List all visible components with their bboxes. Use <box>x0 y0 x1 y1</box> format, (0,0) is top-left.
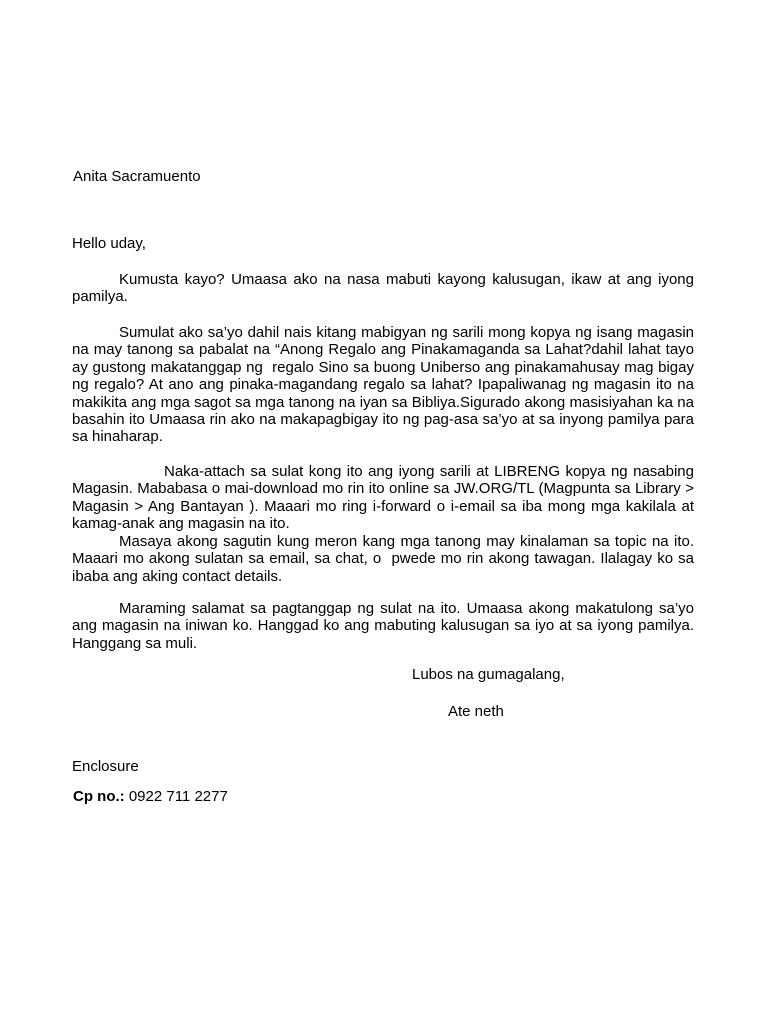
contact-line <box>73 788 228 805</box>
paragraph-greeting: Kumusta kayo? Umaasa ako na nasa mabuti kayong kalusugan, ikaw at ang iyong pamilya. <box>72 271 694 306</box>
paragraph-attachment: Naka-attach sa sulat kong ito ang iyong sarili at LIBRENG kopya ng nasabing Magasin. Mababasa o mai-download mo rin ito online sa JW.ORG/TL (Magpunta sa Library > Magasin > Ang Bantayan ). Maaari mo ring i-forward o i-email sa iba mong mga kakilala at kamag-anak ang magasin na ito. <box>72 463 694 533</box>
paragraph-questions: Masaya akong sagutin kung meron kang mga tanong may kinalaman sa topic na ito. Maaari mo akong sulatan sa email, sa chat, o pwede mo rin akong tawagan. Ilalagay ko sa ibaba ang aking contact details. <box>72 533 694 585</box>
recipient-name: Anita Sacramuento <box>73 168 201 185</box>
enclosure-label: Enclosure <box>72 758 139 775</box>
paragraph-purpose: Sumulat ako sa’yo dahil nais kitang mabigyan ng sarili mong kopya ng isang magasin na may tanong sa pabalat na “Anong Regalo ang Pinakamaganda sa Lahat?dahil lahat tayo ay gustong makatanggap ng regalo Sino sa buong Uniberso ang pinakamahusay mag bigay ng regalo? At ano ang pinaka-magandang regalo sa lahat? Ipapaliwanag ng magasin ito na makikita ang mga sagot sa mga tanong na iyan sa Bibliya.Sigurado akong masisiyahan ka na basahin ito Umaasa rin ako na makapagbigay ito ng pag-asa sa’yo at sa inyong pamilya para sa hinaharap. <box>72 324 694 446</box>
closing: Lubos na gumagalang, <box>412 666 565 683</box>
contact-number: 0922 711 2277 <box>124 788 228 805</box>
paragraph-thanks: Maraming salamat sa pagtanggap ng sulat na ito. Umaasa akong makatulong sa’yo ang magasin na iniwan ko. Hanggad ko ang mabuting kalusugan sa iyo at sa iyong pamilya. Hanggang sa muli. <box>72 600 694 652</box>
contact-label: Cp no.: <box>73 788 125 805</box>
signature: Ate neth <box>448 703 504 720</box>
greeting: Hello uday, <box>72 235 146 252</box>
